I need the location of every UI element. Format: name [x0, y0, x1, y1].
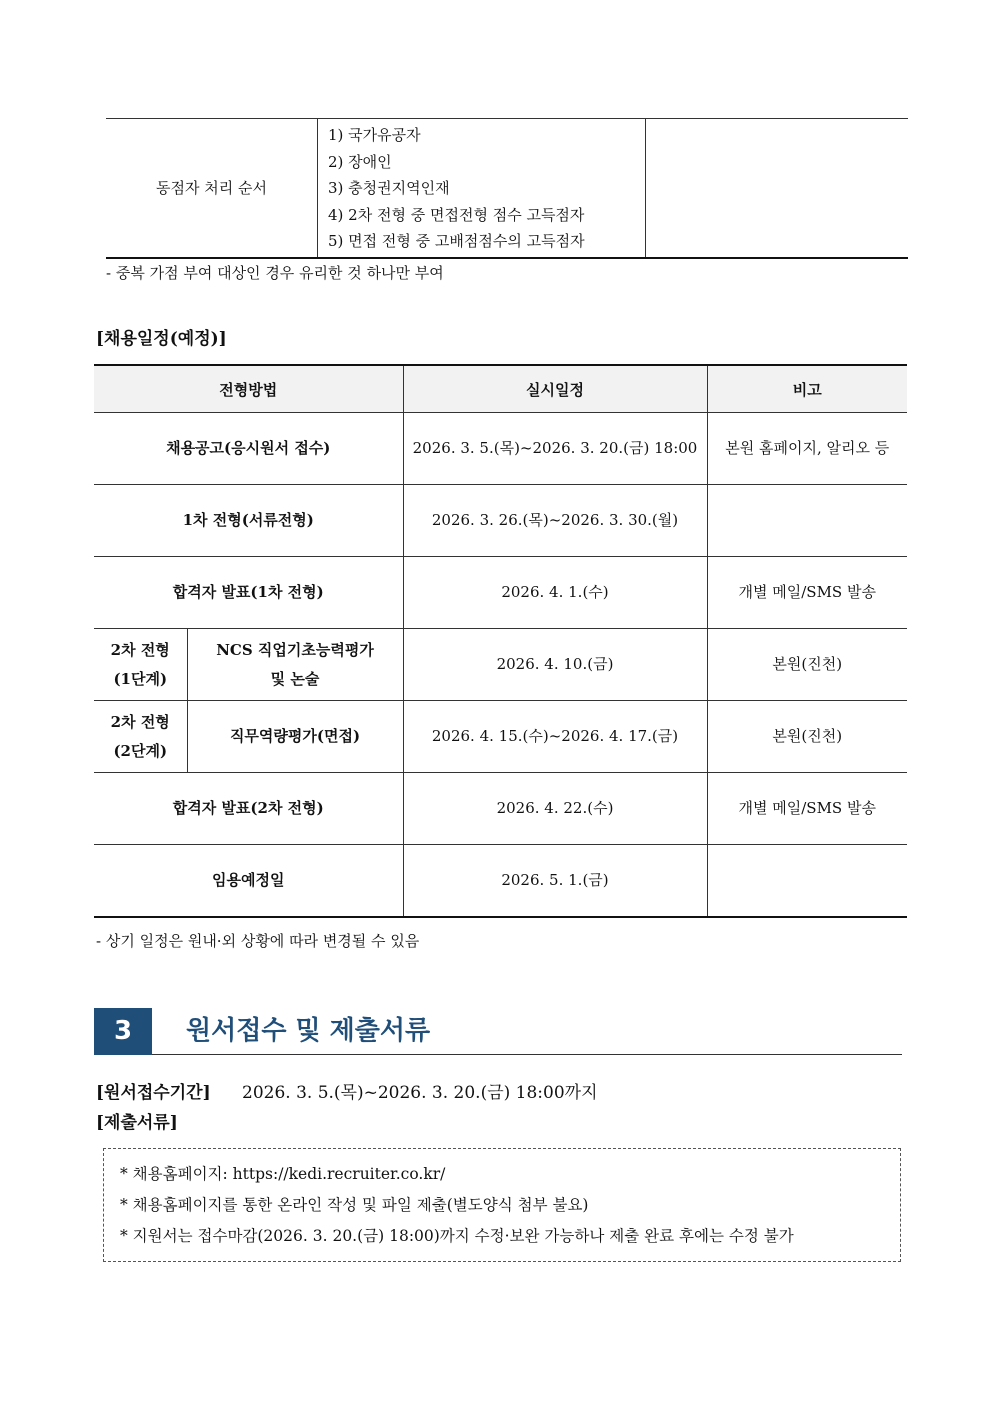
row-method: 1차 전형(서류전형): [94, 485, 403, 557]
row-stage-line2: (1단계): [113, 669, 168, 688]
row-substage-line1: NCS 직업기초능력평가: [216, 640, 374, 659]
tie-break-label: 동점자 처리 순서: [106, 119, 318, 258]
tie-break-table: [106, 118, 908, 259]
schedule-note: - 상기 일정은 원내·외 상황에 따라 변경될 수 있음: [96, 932, 420, 950]
docs-item: * 지원서는 접수마감(2026. 3. 20.(금) 18:00)까지 수정·보완 가능하나 제출 완료 후에는 수정 불가: [120, 1227, 794, 1245]
row-method: 임용예정일: [94, 845, 403, 918]
row-stage: [94, 701, 187, 773]
row-remark: 본원(진천): [707, 701, 907, 773]
tie-break-empty-cell: [646, 119, 909, 258]
row-method: 합격자 발표(1차 전형): [94, 557, 403, 629]
docs-item: * 채용홈페이지를 통한 온라인 작성 및 파일 제출(별도양식 첨부 불요): [120, 1196, 589, 1214]
table-row: [94, 845, 907, 918]
tie-break-item: 2) 장애인: [328, 152, 392, 171]
schedule-heading: [채용일정(예정)]: [96, 329, 227, 349]
row-date: 2026. 4. 15.(수)~2026. 4. 17.(금): [403, 701, 707, 773]
row-remark: 본원 홈페이지, 알리오 등: [707, 413, 907, 485]
row-date: 2026. 3. 26.(목)~2026. 3. 30.(월): [403, 485, 707, 557]
table-row: [94, 485, 907, 557]
docs-item: * 채용홈페이지: https://kedi.recruiter.co.kr/: [120, 1165, 446, 1183]
row-substage-line2: 및 논술: [270, 669, 320, 688]
docs-info-box: [103, 1148, 901, 1262]
tie-break-item: 4) 2차 전형 중 면접전형 점수 고득점자: [328, 205, 585, 224]
row-remark: [707, 845, 907, 918]
tie-break-list: [318, 119, 646, 258]
row-date: 2026. 4. 10.(금): [403, 629, 707, 701]
table-row: [94, 557, 907, 629]
row-method: 채용공고(응시원서 접수): [94, 413, 403, 485]
period-value: 2026. 3. 5.(목)~2026. 3. 20.(금) 18:00까지: [242, 1083, 598, 1103]
tie-break-item: 3) 충청권지역인재: [328, 179, 450, 198]
row-stage-line1: 2차 전형: [110, 712, 170, 731]
row-stage: [94, 629, 187, 701]
column-header-remark: 비고: [707, 365, 907, 413]
tie-break-note: - 중복 가점 부여 대상인 경우 유리한 것 하나만 부여: [106, 264, 444, 282]
row-date: 2026. 3. 5.(목)~2026. 3. 20.(금) 18:00: [403, 413, 707, 485]
row-remark: 본원(진천): [707, 629, 907, 701]
section-title: 원서접수 및 제출서류: [186, 1016, 431, 1046]
period-label: [원서접수기간]: [96, 1083, 211, 1103]
column-header-date: 실시일정: [403, 365, 707, 413]
tie-break-item: 1) 국가유공자: [328, 126, 421, 144]
row-remark: 개별 메일/SMS 발송: [707, 557, 907, 629]
table-row: [94, 773, 907, 845]
table-row: [94, 629, 907, 701]
table-row: [94, 701, 907, 773]
row-date: 2026. 4. 22.(수): [403, 773, 707, 845]
row-date: 2026. 5. 1.(금): [403, 845, 707, 918]
row-remark: [707, 485, 907, 557]
row-remark: 개별 메일/SMS 발송: [707, 773, 907, 845]
row-stage-line2: (2단계): [113, 741, 168, 760]
table-row: [94, 413, 907, 485]
row-substage: [187, 629, 403, 701]
section-divider: [152, 1054, 902, 1055]
tie-break-item: 5) 면접 전형 중 고배점점수의 고득점자: [328, 232, 585, 251]
row-method: 합격자 발표(2차 전형): [94, 773, 403, 845]
schedule-table: [94, 364, 907, 918]
column-header-method: 전형방법: [94, 365, 403, 413]
section-number-badge: 3: [94, 1008, 152, 1055]
row-substage: 직무역량평가(면접): [187, 701, 403, 773]
docs-label: [제출서류]: [96, 1113, 178, 1133]
row-date: 2026. 4. 1.(수): [403, 557, 707, 629]
row-stage-line1: 2차 전형: [110, 640, 170, 659]
